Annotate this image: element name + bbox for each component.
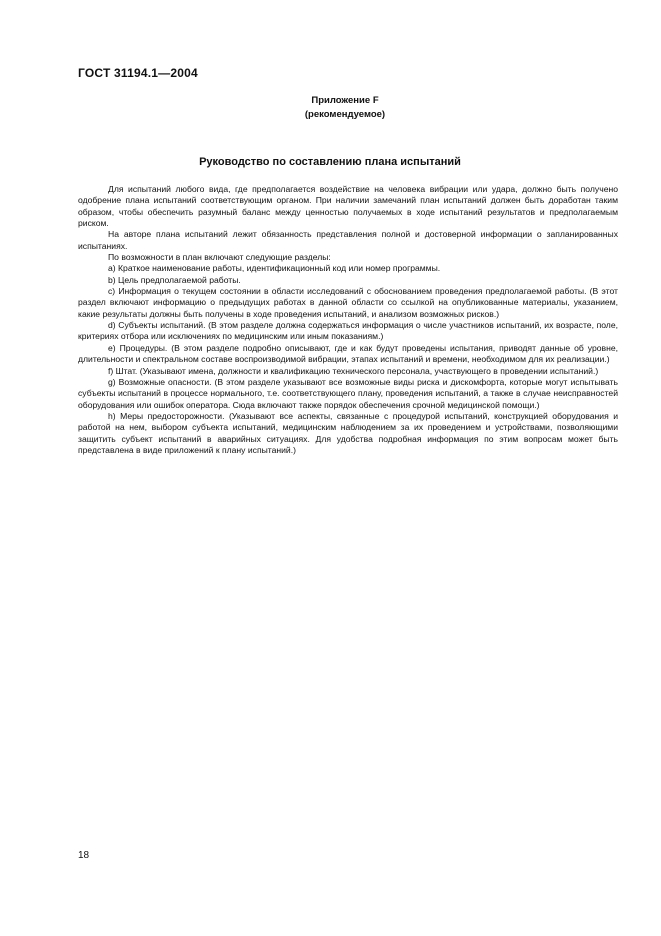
paragraph: На авторе плана испытаний лежит обязанность представления полной и достоверной информации о запланированных испытаниях. [78, 229, 618, 251]
document-header: ГОСТ 31194.1—2004 [78, 66, 198, 80]
annex-label: Приложение F [311, 95, 379, 106]
annex-status: (рекомендуемое) [304, 109, 386, 120]
list-item: c) Информация о текущем состоянии в области исследований с обоснованием проведения предполагаемой работы. (В этот раздел включают информацию о предыдущих работах в данной области со ссылкой на опубликованные материалы, указанием, какие результаты должны быть получены в ходе проведения испытаний, и анализом возможных рисков.) [78, 286, 618, 319]
paragraph: По возможности в план включают следующие разделы: [108, 252, 331, 263]
body-text [78, 184, 618, 456]
list-item: h) Меры предосторожности. (Указывают все аспекты, связанные с процедурой испытаний, конструкцией оборудования и работой на нем, выбором субъекта испытаний, медицинским наблюдением за их проведением и устройствами, позволяющими защитить субъект испытаний в аварийных ситуациях. Для удобства подробная информация по этим вопросам может быть представлена в виде приложений к плану испытаний.) [78, 410, 618, 455]
section-title: Руководство по составлению плана испытаний [199, 156, 461, 168]
paragraph: Для испытаний любого вида, где предполагается воздействие на человека вибрации или удара, должно быть получено одобрение плана испытаний соответствующим органом. При наличии замечаний план испытаний должен быть доработан таким образом, чтобы обеспечить разумный баланс между ценностью получаемых в ходе испытаний результатов и предполагаемым риском. [78, 184, 618, 229]
list-item: d) Субъекты испытаний. (В этом разделе должна содержаться информация о числе участников испытаний, их возрасте, поле, критериях отбора или исключениях по медицинским или иным показаниям.) [78, 320, 618, 342]
list-item: a) Краткое наименование работы, идентификационный код или номер программы. [108, 263, 441, 274]
page-number: 18 [78, 850, 90, 861]
list-item: g) Возможные опасности. (В этом разделе указывают все возможные виды риска и дискомфорта, которые могут испытывать субъекты испытаний в процессе нормального, т.е. соответствующего плану, проведения испытаний, а также в случае неисправностей оборудования или ошибок оператора. Сюда включают также порядок обеспечения срочной медицинской помощи.) [78, 376, 618, 410]
annex-heading [220, 94, 470, 122]
list-item: e) Процедуры. (В этом разделе подробно описывают, где и как будут проведены испытания, приводят данные об уровне, длительности и спектральном составе воспроизводимой вибрации, этапах испытаний и времени, необходимом для их реализации.) [78, 342, 618, 365]
list-item: f) Штат. (Указывают имена, должности и квалификацию технического персонала, участвующего в проведении испытаний.) [108, 365, 599, 376]
list-item: b) Цель предполагаемой работы. [108, 274, 241, 285]
